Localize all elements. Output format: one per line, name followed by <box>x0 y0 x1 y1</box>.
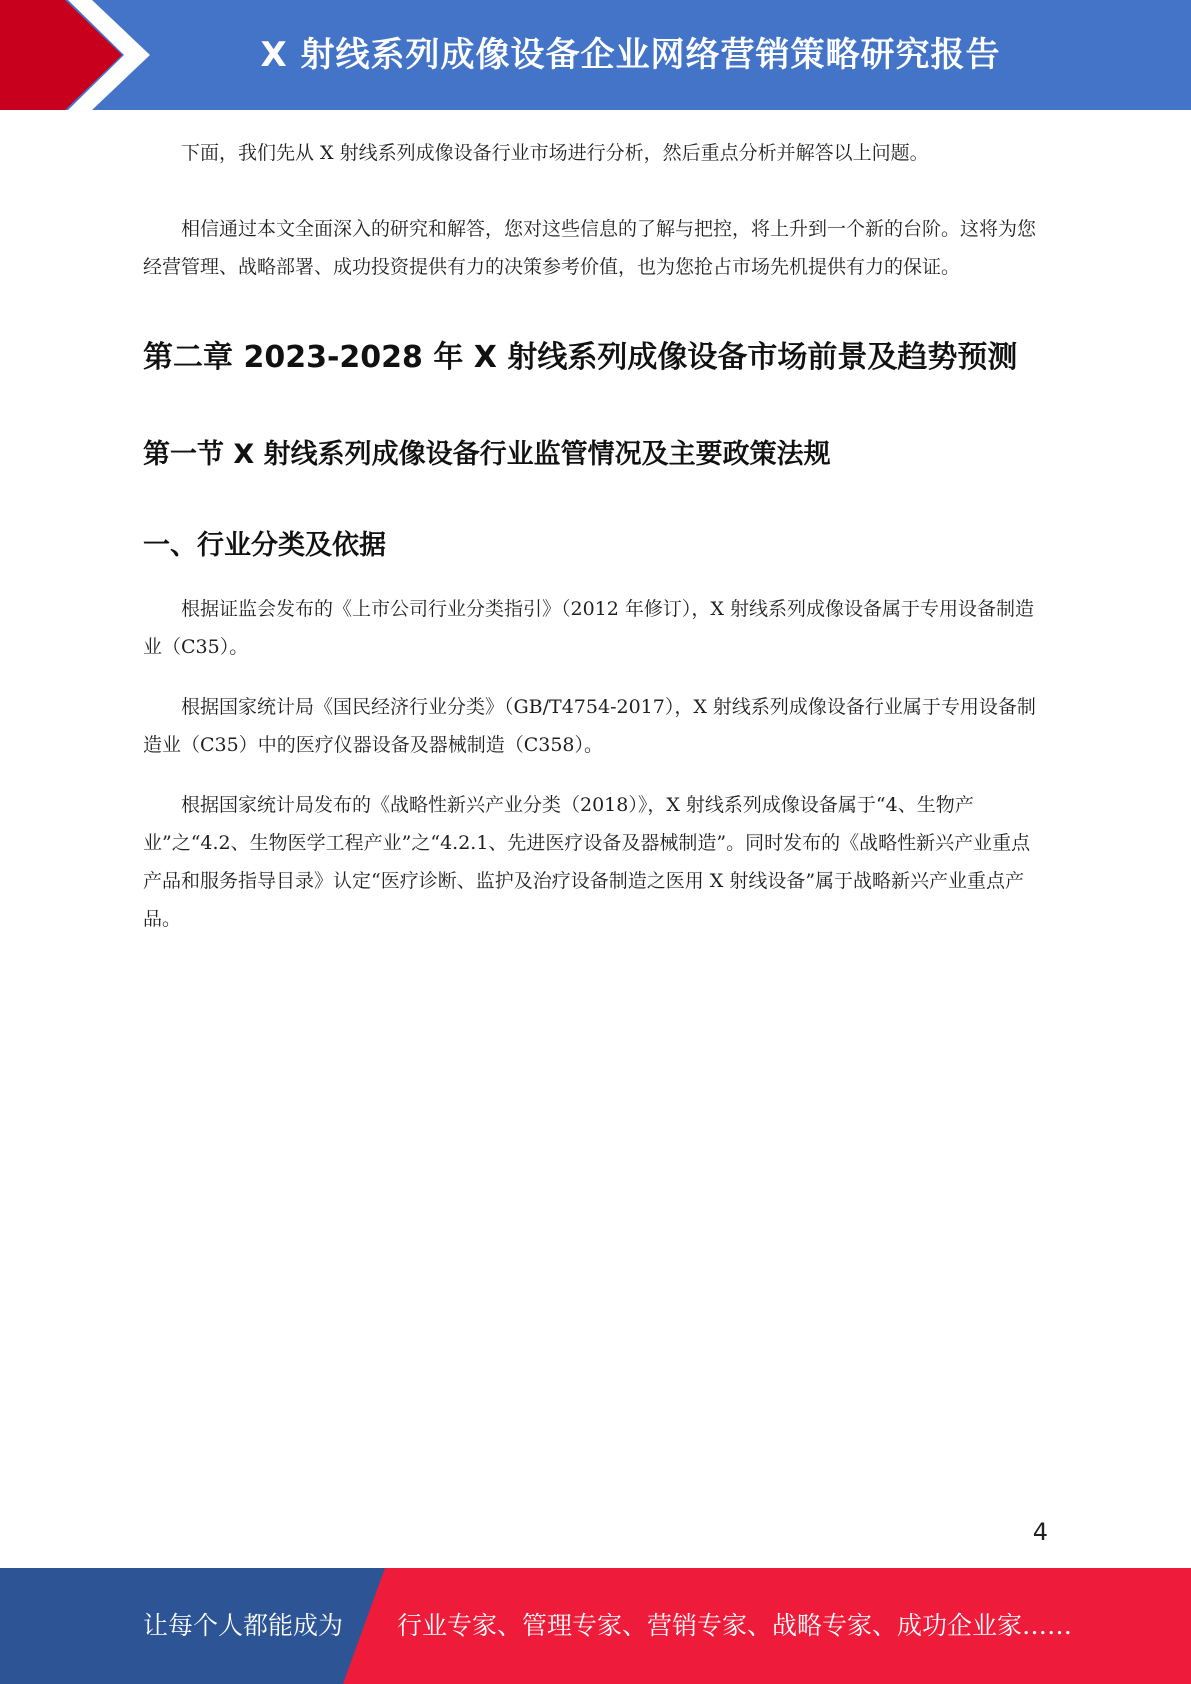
body-paragraph-1: 根据证监会发布的《上市公司行业分类指引》（2012 年修订），X 射线系列成像设备属于专用设备制造业（C35）。 <box>143 598 1034 658</box>
report-title: X 射线系列成像设备企业网络营销策略研究报告 <box>260 35 1001 75</box>
page-header-banner <box>0 0 1191 110</box>
page-content <box>143 130 1047 938</box>
section-title: 第一节 X 射线系列成像设备行业监管情况及主要政策法规 <box>143 439 831 470</box>
chapter-title: 第二章 2023-2028 年 X 射线系列成像设备市场前景及趋势预测 <box>143 340 1018 375</box>
body-paragraph-3: 根据国家统计局发布的《战略性新兴产业分类（2018）》，X 射线系列成像设备属于“4、生物产业”之“4.2、生物医学工程产业”之“4.2.1、先进医疗设备及器械制造”。同时发布的《战略性新兴产业重点产品和服务指导目录》认定“医疗诊断、监护及治疗设备制造之医用 X 射线设备”属于战略新兴产业重点产品。 <box>143 794 1031 930</box>
intro-paragraph-2: 相信通过本文全面深入的研究和解答，您对这些信息的了解与把控，将上升到一个新的台阶。这将为您经营管理、战略部署、成功投资提供有力的决策参考价值，也为您抢占市场先机提供有力的保证。 <box>143 218 1037 278</box>
subsection-title: 一、行业分类及依据 <box>143 530 386 561</box>
body-paragraph-2: 根据国家统计局《国民经济行业分类》（GB/T4754-2017），X 射线系列成像设备行业属于专用设备制造业（C35）中的医疗仪器设备及器械制造（C358）。 <box>143 696 1036 756</box>
page-number: 4 <box>1032 1518 1048 1546</box>
page-footer-banner <box>0 1568 1191 1684</box>
intro-paragraph-1: 下面，我们先从 X 射线系列成像设备行业市场进行分析，然后重点分析并解答以上问题。 <box>181 142 929 164</box>
footer-slogan-left: 让每个人都能成为 <box>143 1611 344 1640</box>
footer-slogan-right: 行业专家、管理专家、营销专家、战略专家、成功企业家…… <box>397 1611 1073 1640</box>
header-red-arrow-decoration <box>0 0 150 110</box>
